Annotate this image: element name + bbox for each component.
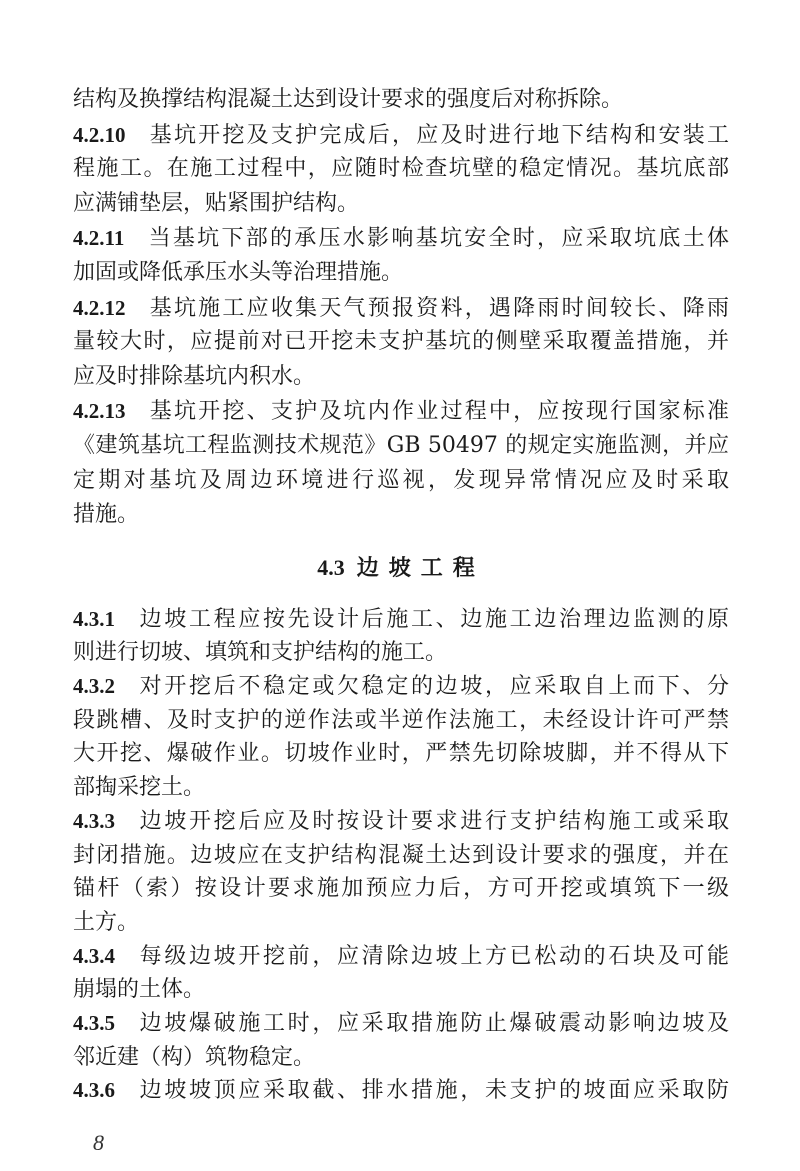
text-line xyxy=(73,940,729,974)
text-line xyxy=(73,839,729,873)
line-text: 则进行切坡、填筑和支护结构的施工。 xyxy=(73,640,448,666)
text-line xyxy=(73,83,729,118)
text-line xyxy=(73,394,729,429)
line-text: 当基坑下部的承压水影响基坑安全时，应采取坑底土体 xyxy=(146,226,729,252)
page-number: 8 xyxy=(93,1130,104,1155)
text-line xyxy=(73,1007,729,1041)
line-text: 《建筑基坑工程监测技术规范》GB 50497 的规定实施监测，并应 xyxy=(73,432,729,458)
document-body xyxy=(73,83,729,1108)
line-text: 大开挖、爆破作业。切坡作业时，严禁先切除坡脚，并不得从下 xyxy=(73,741,729,767)
text-line xyxy=(73,973,729,1007)
text-line xyxy=(73,805,729,839)
line-text: 崩塌的土体。 xyxy=(73,977,206,1003)
clause-4-3-3 xyxy=(73,805,729,940)
line-text: 土方。 xyxy=(73,909,140,935)
section-title: 边坡工程 xyxy=(356,554,485,581)
line-text: 边坡坡顶应采取截、排水措施，未支护的坡面应采取防 xyxy=(137,1078,729,1104)
line-text: 锚杆（索）按设计要求施加预应力后，方可开挖或填筑下一级 xyxy=(73,876,729,902)
clause-4-2-11 xyxy=(73,221,729,290)
text-line xyxy=(73,152,729,187)
clause-number: 4.3.6 xyxy=(73,1078,115,1103)
line-text: 边坡爆破施工时，应采取措施防止爆破震动影响边坡及 xyxy=(137,1010,729,1036)
line-text: 定期对基坑及周边环境进行巡视，发现异常情况应及时采取 xyxy=(73,467,729,493)
text-line xyxy=(73,771,729,805)
clause-4-2-13 xyxy=(73,394,729,532)
section-heading xyxy=(73,533,729,603)
line-text: 加固或降低承压水头等治理措施。 xyxy=(73,259,404,285)
line-text: 措施。 xyxy=(73,502,140,528)
text-line xyxy=(73,1074,729,1108)
text-line xyxy=(73,291,729,326)
text-line xyxy=(73,360,729,395)
line-text: 部掏采挖土。 xyxy=(73,775,206,801)
text-line xyxy=(73,906,729,940)
text-line xyxy=(73,737,729,771)
clause-4-3-2 xyxy=(73,670,729,805)
text-line xyxy=(73,1041,729,1075)
line-text: 基坑开挖及支护完成后，应及时进行地下结构和安装工 xyxy=(147,122,729,148)
line-text: 边坡工程应按先设计后施工、边施工边治理边监测的原 xyxy=(137,606,729,632)
line-text: 封闭措施。边坡应在支护结构混凝土达到设计要求的强度，并在 xyxy=(73,842,729,868)
text-line xyxy=(73,256,729,291)
clause-number: 4.3.5 xyxy=(73,1010,115,1035)
text-line xyxy=(73,429,729,464)
clause-4-3-6 xyxy=(73,1074,729,1108)
clause-4-3-4 xyxy=(73,940,729,1007)
line-text: 每级边坡开挖前，应清除边坡上方已松动的石块及可能 xyxy=(137,943,729,969)
line-text: 量较大时，应提前对已开挖未支护基坑的侧壁采取覆盖措施，并 xyxy=(73,329,729,355)
line-text: 程施工。在施工过程中，应随时检查坑壁的稳定情况。基坑底部 xyxy=(73,156,729,182)
line-text: 应及时排除基坑内积水。 xyxy=(73,363,316,389)
text-line xyxy=(73,221,729,256)
clause-4-2-12 xyxy=(73,291,729,395)
text-line xyxy=(73,325,729,360)
line-text: 段跳槽、及时支护的逆作法或半逆作法施工，未经设计许可严禁 xyxy=(73,707,729,733)
clause-number: 4.2.10 xyxy=(73,122,126,147)
line-text: 对开挖后不稳定或欠稳定的边坡，应采取自上而下、分 xyxy=(137,674,729,700)
clause-number: 4.2.11 xyxy=(73,226,125,251)
line-text: 应满铺垫层，贴紧围护结构。 xyxy=(73,190,360,216)
line-text: 邻近建（构）筑物稳定。 xyxy=(73,1044,316,1070)
clause-number: 4.2.13 xyxy=(73,399,126,424)
text-line xyxy=(73,872,729,906)
clause-number: 4.2.12 xyxy=(73,295,126,320)
text-line xyxy=(73,187,729,222)
text-line xyxy=(73,670,729,704)
text-line xyxy=(73,603,729,637)
line-text: 边坡开挖后应及时按设计要求进行支护结构施工或采取 xyxy=(137,808,729,834)
clause-4-3-5 xyxy=(73,1007,729,1074)
clause-4-3-1 xyxy=(73,603,729,670)
clause-number: 4.3.3 xyxy=(73,808,115,833)
clause-number: 4.3.1 xyxy=(73,606,115,631)
text-line xyxy=(73,464,729,499)
text-line xyxy=(73,704,729,738)
text-line xyxy=(73,636,729,670)
line-text: 基坑施工应收集天气预报资料，遇降雨时间较长、降雨 xyxy=(147,295,729,321)
section-4-2-continued xyxy=(73,83,729,533)
clause-number: 4.3.4 xyxy=(73,943,115,968)
section-number: 4.3 xyxy=(317,554,345,580)
text-line xyxy=(73,498,729,533)
section-4-3 xyxy=(73,603,729,1108)
line-text: 基坑开挖、支护及坑内作业过程中，应按现行国家标准 xyxy=(147,399,729,425)
clause-4-2-10 xyxy=(73,118,729,222)
line-text: 结构及换撑结构混凝土达到设计要求的强度后对称拆除。 xyxy=(73,87,624,112)
paragraph-continuation xyxy=(73,83,729,118)
text-line xyxy=(73,118,729,153)
clause-number: 4.3.2 xyxy=(73,674,115,699)
